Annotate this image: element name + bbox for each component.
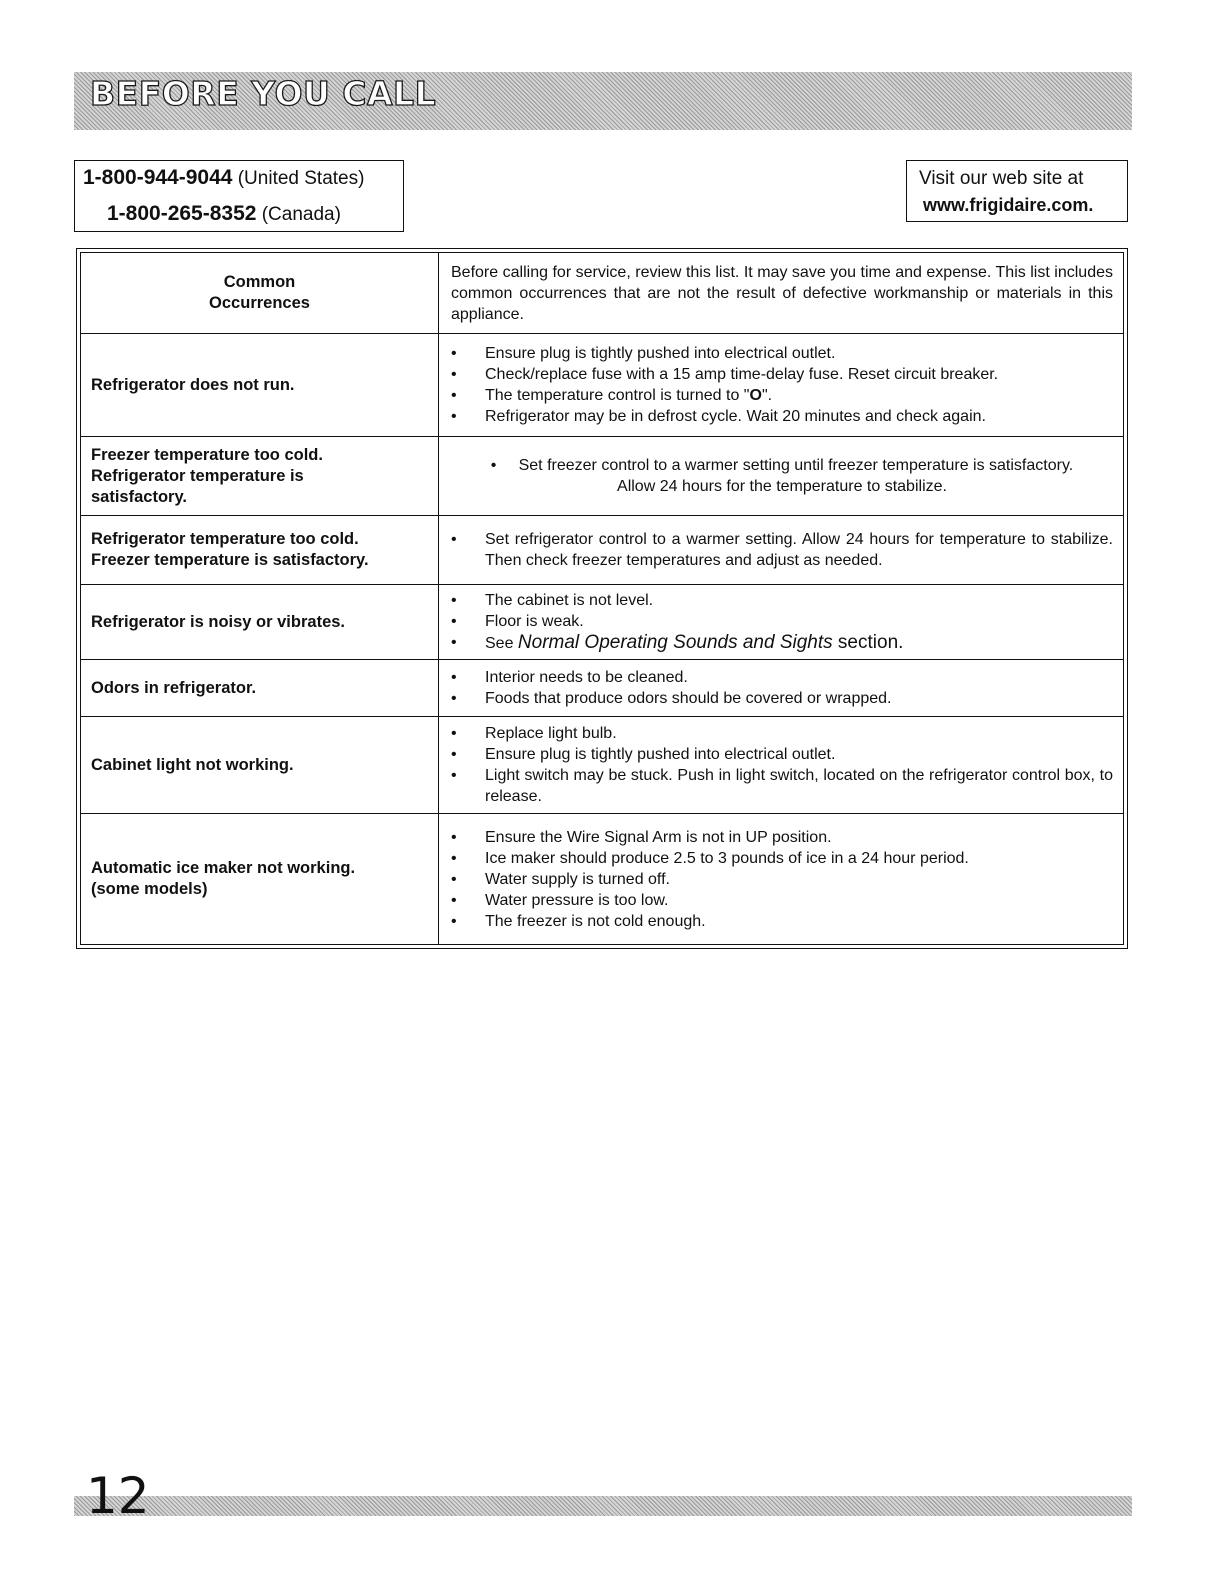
list-item: • Ice maker should produce 2.5 to 3 pounds of ice in a 24 hour period.: [451, 849, 969, 867]
solution-cell: [439, 516, 1124, 585]
problem-cell: Refrigerator temperature too cold. Freezer temperature is satisfactory.: [81, 516, 439, 585]
phone-us-line: [83, 166, 364, 190]
solution-cell: [439, 437, 1124, 516]
troubleshooting-table: [76, 248, 1128, 949]
table-row: [81, 437, 1124, 516]
table-row: [81, 516, 1124, 585]
footer-band: [74, 1496, 1132, 1516]
list-item: • Water pressure is too low.: [451, 891, 669, 909]
solution-cell: [439, 660, 1124, 717]
list-item: • Floor is weak.: [451, 613, 584, 630]
list-item: • Set refrigerator control to a warmer setting. Allow 24 hours for temperature to stabilize. Then check freezer temperatures and adjust as needed.: [451, 531, 1113, 569]
section-reference: Normal Operating Sounds and Sights: [517, 632, 833, 653]
list-item: • Refrigerator may be in defrost cycle. Wait 20 minutes and check again.: [451, 408, 986, 425]
table-header-row: [81, 253, 1124, 334]
phone-canada-label: (Canada): [261, 204, 341, 225]
list-item: • Light switch may be stuck. Push in light switch, located on the refrigerator control box, to release.: [451, 767, 1113, 805]
list-item: • Check/replace fuse with a 15 amp time-delay fuse. Reset circuit breaker.: [451, 366, 999, 383]
phone-canada-line: [107, 202, 341, 226]
table-row: [81, 585, 1124, 660]
table-row: [81, 814, 1124, 945]
phone-canada-number[interactable]: 1-800-265-8352: [107, 202, 257, 225]
table-row: [81, 660, 1124, 717]
list-item: • The temperature control is turned to "O".: [451, 387, 773, 404]
list-item: • The freezer is not cold enough.: [451, 912, 706, 930]
problem-cell: Odors in refrigerator.: [81, 660, 439, 717]
solution-cell: [439, 717, 1124, 814]
phone-contact-box: [74, 160, 404, 232]
solution-cell: [439, 814, 1124, 945]
list-item: • Replace light bulb.: [451, 725, 617, 742]
table-row: [81, 334, 1124, 437]
website-box: [906, 160, 1128, 222]
problem-cell: Automatic ice maker not working. (some models): [81, 814, 439, 945]
page-number: 12: [86, 1467, 150, 1525]
website-url-link[interactable]: www.frigidaire.com.: [923, 195, 1094, 215]
control-setting-value: O: [749, 387, 762, 404]
problem-cell: Cabinet light not working.: [81, 717, 439, 814]
list-item: • Ensure plug is tightly pushed into electrical outlet.: [451, 345, 836, 362]
header-intro-text: Before calling for service, review this list. It may save you time and expense. This list includes common occurrences that are not the result of defective workmanship or materials in this appliance.: [439, 253, 1124, 334]
list-item: • The cabinet is not level.: [451, 592, 654, 609]
list-item: • Interior needs to be cleaned.: [451, 669, 688, 686]
header-common-occurrences: Common Occurrences: [81, 253, 439, 334]
list-item: • Set freezer control to a warmer setting until freezer temperature is satisfactory.: [490, 457, 1074, 474]
problem-cell: Refrigerator does not run.: [81, 334, 439, 437]
phone-us-label: (United States): [237, 168, 365, 189]
website-label: Visit our web site at: [919, 168, 1084, 189]
solution-note: Allow 24 hours for the temperature to stabilize.: [617, 478, 947, 495]
list-item: • Water supply is turned off.: [451, 870, 670, 888]
list-item: • Ensure plug is tightly pushed into electrical outlet.: [451, 746, 836, 763]
list-item: • Ensure the Wire Signal Arm is not in UP position.: [451, 828, 832, 846]
solution-cell: [439, 334, 1124, 437]
problem-cell: Refrigerator is noisy or vibrates.: [81, 585, 439, 660]
solution-cell: [439, 585, 1124, 660]
problem-cell: Freezer temperature too cold. Refrigerator temperature is satisfactory.: [81, 437, 439, 516]
phone-us-number[interactable]: 1-800-944-9044: [83, 166, 233, 189]
table-row: [81, 717, 1124, 814]
list-item: • See Normal Operating Sounds and Sights section.: [451, 632, 904, 653]
page-title: BEFORE YOU CALL: [90, 74, 437, 113]
list-item: • Foods that produce odors should be covered or wrapped.: [451, 690, 892, 707]
title-band: [74, 72, 1132, 130]
